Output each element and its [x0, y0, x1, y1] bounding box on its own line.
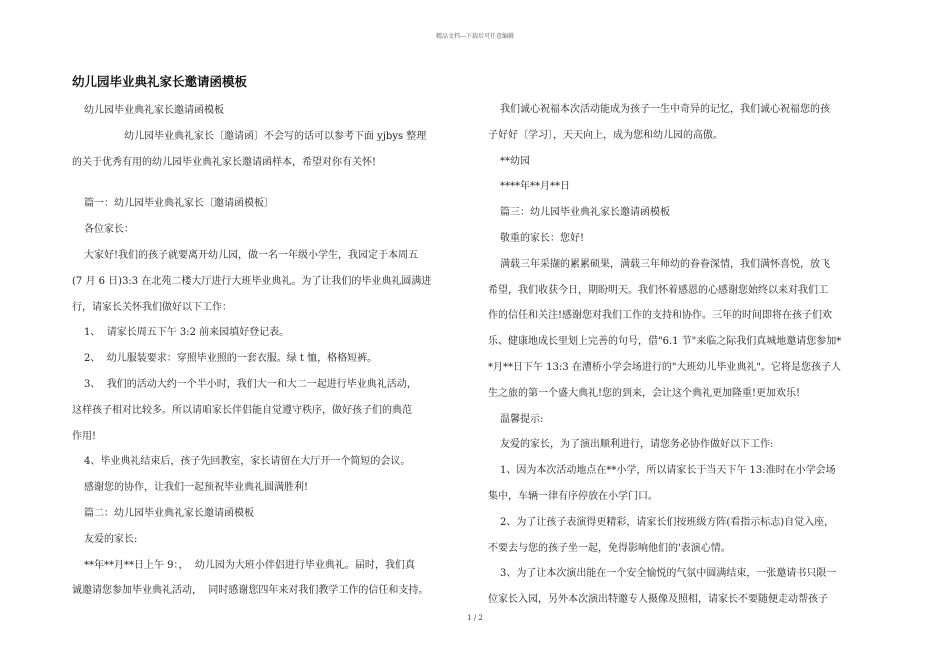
section-two-line: 子好好〔学习〕，天天向上，成为您和幼儿园的高傲。 — [488, 129, 723, 141]
section-one-line: 大家好!我们的孩子就要离开幼儿园，做一名一年级小学生，我园定于本周五 — [84, 249, 419, 261]
document-title: 幼儿园毕业典礼家长邀请函模板 — [72, 74, 248, 89]
tip-1: 1、因为本次活动地点在**小学，所以请家长于当天下午 13:准时在小学会场 — [500, 465, 836, 477]
section-three-line: 希望，我们收获今日，期盼明天。我们怀着感恩的心感谢您始终以来对我们工 — [488, 284, 828, 296]
intro-line-1: 幼儿园毕业典礼家长〔邀请函〕不会写的话可以参考下面 yjbys 整理 — [124, 130, 427, 142]
tip-1-cont: 集中，车辆一律有序停放在小学门口。 — [488, 490, 658, 502]
list-item-1: 1、 请家长周五下午 3:2 前来园填好登记表。 — [84, 327, 290, 339]
section-two-line: 诚邀请您参加毕业典礼活动， 同时感谢您四年来对我们教学工作的信任和支持。 — [72, 585, 429, 597]
section-one-heading: 篇一：幼儿园毕业典礼家长〔邀请函模板〕 — [84, 198, 274, 210]
right-column — [488, 97, 878, 613]
tips-intro: 友爱的家长，为了演出顺利进行，请您务必协作做好以下工作: — [500, 439, 774, 451]
section-two-line: 我们诚心祝福本次活动能成为孩子一生中奇异的记忆，我们诚心祝福您的孩 — [500, 104, 830, 115]
section-one-greeting: 各位家长： — [84, 224, 134, 236]
tip-3-cont: 位家长入园，另外本次演出特邀专人摄像及照相，请家长不要随便走动帮孩子 — [488, 594, 828, 606]
tip-3: 3、为了让本次演出能在一个安全愉悦的气氛中圆满结束，一张邀请书只限一 — [500, 568, 837, 580]
section-two-line: **年**月**日上午 9：， 幼儿园为大班小伴侣进行毕业典礼。届时，我们真 — [84, 559, 415, 571]
section-three-heading: 篇三：幼儿园毕业典礼家长邀请函模板 — [500, 207, 670, 219]
list-item-4: 4、毕业典礼结束后，孩子先回教室，家长请留在大厅开一个简短的会议。 — [84, 456, 411, 468]
section-three-line: *月**日下午 13:3 在漕桥小学会场进行的"大班幼儿毕业典礼"。它将是您孩子人 — [488, 361, 842, 373]
thanks-line: 感谢您的协作，让我们一起预祝毕业典礼圆满胜利! — [84, 482, 309, 494]
list-item-3: 3、 我们的活动大约一个半小时，我们大一和大二一起进行毕业典礼活动， — [84, 378, 417, 390]
page-number: 1 / 2 — [467, 614, 483, 622]
section-three-line: 满载三年采撷的累累硕果，满载三年师幼的眷眷深情，我们满怀喜悦，放飞 — [500, 258, 830, 270]
section-three-line: 乐、健康地成长里划上完善的句号，借"6.1 节"来临之际我们真城地邀请您参加* — [488, 336, 842, 348]
left-column — [72, 74, 464, 604]
section-three-line: 作的信任和关注!感谢您对我们工作的支持和协作。三年的时间即将在孩子们欢 — [488, 310, 833, 322]
tip-2-cont: 不要去与您的孩子坐一起，免得影响他们的'表演心情。 — [488, 542, 731, 554]
section-one-line: (7 月 6 日)3:3 在北苑二楼大厅进行大班毕业典礼。为了让我们的毕业典礼圆满进 — [72, 275, 432, 287]
signature-date: ****年**月**日 — [500, 181, 570, 193]
list-item-2: 2、 幼儿服装要求：穿照毕业照的一套衣服。绿 t 恤，格格短裤。 — [84, 353, 378, 365]
section-two-greeting: 友爱的家长: — [84, 533, 138, 545]
signature-org: **幼园 — [500, 155, 530, 167]
section-one-line: 行，请家长关怀我们做好以下工作： — [72, 301, 232, 313]
list-item-3-cont: 这样孩子相对比较多。所以请咱家长伴侣能自觉遵守秩序，做好孩子们的典范 — [72, 404, 412, 416]
page-header: 精品文档---下载后可任意编辑 — [435, 33, 515, 40]
tip-2: 2、为了让孩子表演得更精彩，请家长们按班级方阵(看指示标志)自觉入座， — [500, 516, 835, 528]
tips-heading: 温馨提示: — [500, 413, 544, 425]
intro-line-2: 的关于优秀有用的幼儿园毕业典礼家长邀请函样本，希望对你有关怀! — [72, 156, 377, 168]
subtitle: 幼儿园毕业典礼家长邀请函模板 — [84, 105, 224, 116]
section-two-heading: 篇二：幼儿园毕业典礼家长邀请函模板 — [84, 507, 254, 519]
section-three-line: 生之旅的第一个盛大典礼!您的到来，会让这个典礼更加隆重!更加欢乐! — [488, 387, 801, 399]
section-three-greeting: 敬重的家长：您好! — [500, 232, 585, 244]
list-item-3-cont: 作用! — [72, 430, 97, 442]
